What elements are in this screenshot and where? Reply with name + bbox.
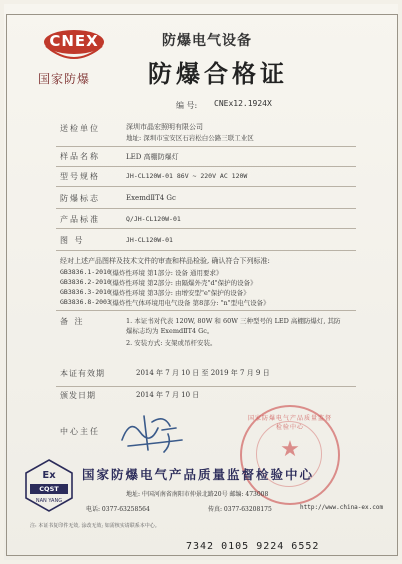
logo-mid-text: CQST — [39, 485, 59, 493]
cert-no: CNEx12.1924X — [214, 99, 272, 108]
field-label-model: 型号规格 — [60, 172, 100, 181]
standard-name: 《爆炸性环境 第2部分: 由隔爆外壳"d"保护的设备》 — [106, 279, 257, 287]
issuer-address: 地址: 中国河南省南阳市仲景北路20号 邮编: 473008 — [126, 491, 269, 498]
divider — [56, 228, 356, 229]
standard-name: 《爆炸性环境 第3部分: 由增安型"e"保护的设备》 — [106, 289, 250, 297]
standard-code: GB3836.3-2010 — [60, 288, 111, 296]
cqst-logo — [22, 458, 76, 514]
seal-star-icon: ★ — [280, 437, 300, 462]
remarks-line: 2. 安装方式: 支架或吊杆安装。 — [126, 339, 217, 347]
seal-text: 国家防爆电气产品质量监督检验中心 — [247, 415, 332, 431]
field-label-sample: 样品名称 — [60, 152, 100, 161]
divider — [56, 186, 356, 187]
remarks-line: 1. 本证书对代表 120W, 80W 和 60W 三种型号的 LED 高棚防爆灯, 其防 — [126, 317, 341, 325]
standard-code: GB3836.8-2003 — [60, 298, 111, 306]
field-value-address: 地址: 深圳市宝安区石岩松白公路三联工业区 — [126, 134, 254, 142]
field-value-model: JH-CL120W-01 86V ~ 220V AC 120W — [126, 172, 248, 180]
grant-date-value: 2014 年 7 月 10 日 — [136, 391, 200, 399]
divider — [56, 208, 356, 209]
field-value-applicant: 深圳市晶宏照明有限公司 — [126, 123, 203, 131]
field-label-drawing: 图 号 — [60, 236, 85, 245]
validity-value: 2014 年 7 月 10 日 至 2019 年 7 月 9 日 — [136, 369, 270, 377]
field-value-ex-mark: ExemdⅡT4 Gc — [126, 194, 176, 202]
issuer-fax: 传真: 0377-63208175 — [208, 506, 272, 513]
standards-intro: 经对上述产品图样及技术文件的审查和样品检验, 确认符合下列标准: — [60, 257, 270, 265]
divider — [56, 386, 356, 387]
field-label-ex-mark: 防爆标志 — [60, 194, 100, 203]
signature-icon — [118, 410, 188, 456]
divider — [56, 166, 356, 167]
divider — [56, 146, 356, 147]
divider — [56, 250, 356, 251]
logo-text: CNEX — [49, 32, 99, 50]
field-label-applicant: 送检单位 — [60, 124, 100, 133]
issuer-name: 国家防爆电气产品质量监督检验中心 — [82, 467, 315, 482]
field-value-sample: LED 高棚防爆灯 — [126, 153, 179, 161]
page-title: 防爆合格证 — [148, 60, 288, 88]
field-value-drawing: JH-CL120W-01 — [126, 236, 173, 244]
cert-no-label: 编 号: — [176, 101, 198, 110]
cnex-logo — [40, 26, 108, 72]
org-name: 国家防爆 — [38, 72, 91, 86]
field-value-standard: Q/JH-CL120W-01 — [126, 215, 181, 223]
remarks-label: 备 注 — [60, 317, 85, 326]
divider — [56, 310, 356, 311]
serial-number: 7342 0105 9224 6552 — [186, 541, 320, 552]
grant-date-label: 颁发日期 — [60, 391, 96, 400]
standard-code: GB3836.2-2010 — [60, 278, 111, 286]
logo-top-text: Ex — [42, 470, 56, 481]
logo-bottom-text: NAN YANG — [35, 498, 63, 504]
issuer-website: http://www.china-ex.com — [300, 504, 384, 511]
issuer-phone: 电话: 0377-63258564 — [86, 506, 150, 513]
subtitle: 防爆电气设备 — [162, 33, 252, 49]
standard-name: 《爆炸性气体环境用电气设备 第8部分: "n"型电气设备》 — [106, 299, 270, 307]
standard-name: 《爆炸性环境 第1部分: 设备 通用要求》 — [106, 269, 223, 277]
standard-code: GB3836.1-2010 — [60, 268, 111, 276]
footer-notes: 注: 本证书复印件无效, 涂改无效; 如需核实请联系本中心。 — [30, 523, 160, 529]
signature-image — [118, 410, 188, 460]
validity-label: 本证有效期 — [60, 369, 105, 378]
director-label: 中心主任 — [60, 427, 100, 436]
field-label-standard: 产品标准 — [60, 215, 100, 224]
remarks-line: 爆标志均为 ExemdⅡT4 Gc。 — [126, 327, 214, 335]
